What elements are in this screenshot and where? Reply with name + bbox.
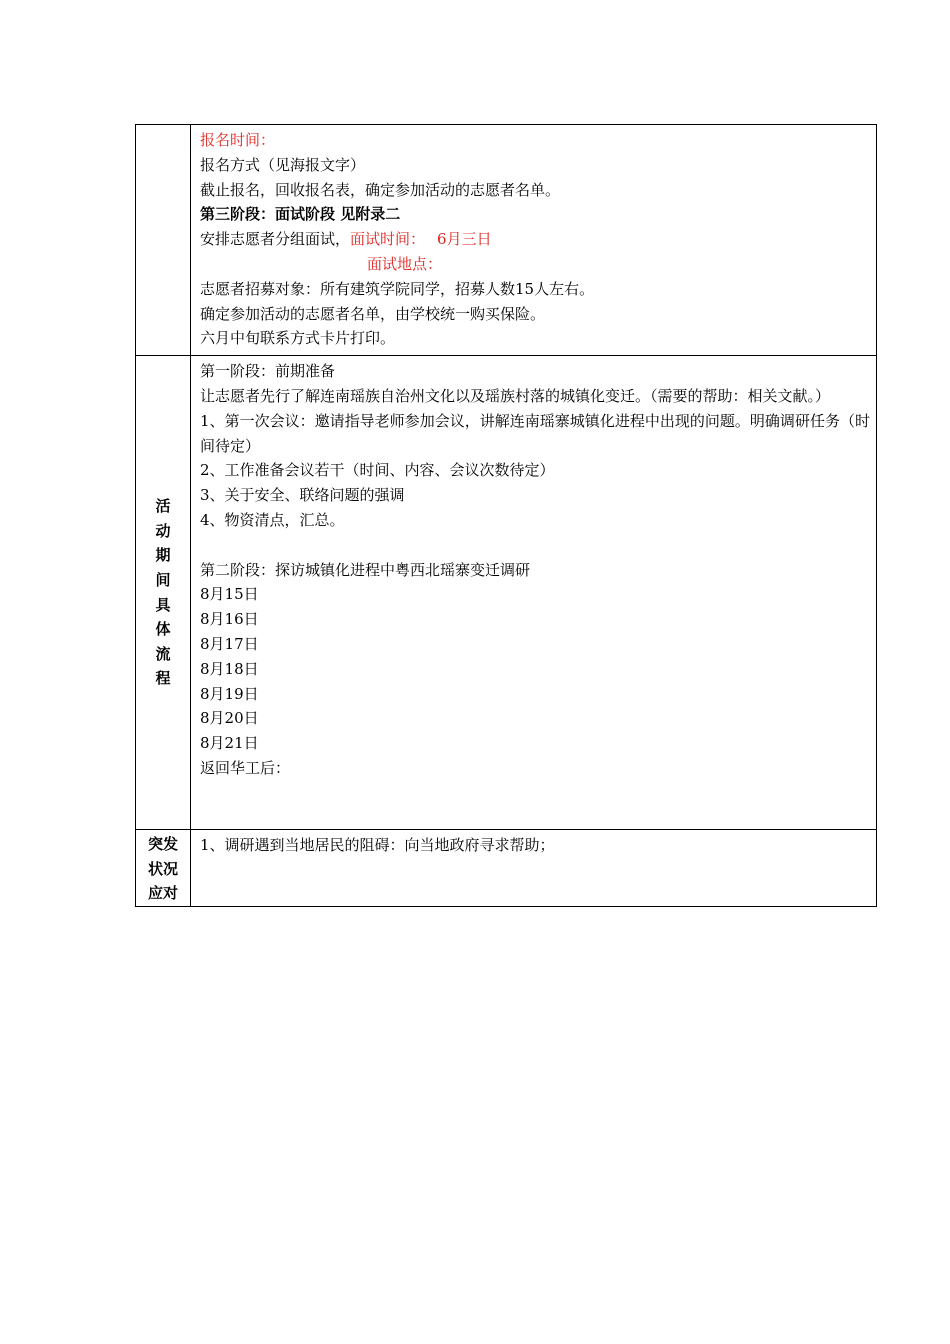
stage2-title: 第二阶段：探访城镇化进程中粤西北瑶寨变迁调研 <box>200 560 531 579</box>
return-note: 返回华工后： <box>200 758 291 777</box>
stage3-title: 第三阶段：面试阶段 见附录二 <box>200 205 401 224</box>
card-print-note: 六月中旬联系方式卡片打印。 <box>200 329 396 348</box>
interview-place-label: 面试地点： <box>367 254 443 273</box>
interview-line <box>200 227 870 252</box>
stage1-item-4: 4、物资清点，汇总。 <box>200 510 345 529</box>
registration-content <box>191 125 877 356</box>
emergency-item-1: 1、调研遇到当地居民的阻碍：向当地政府寻求帮助； <box>200 836 555 855</box>
date-item: 8月21日 <box>200 734 259 753</box>
stage1-item-2: 2、工作准备会议若干（时间、内容、会议次数待定） <box>200 461 555 480</box>
table-row-emergency <box>136 830 877 907</box>
spacer-line <box>200 533 870 558</box>
date-item: 8月16日 <box>200 610 259 629</box>
interview-time-label: 面试时间： <box>350 230 426 249</box>
row-label-process <box>136 356 191 830</box>
row-label-emergency <box>136 830 191 907</box>
stage1-title: 第一阶段：前期准备 <box>200 362 336 381</box>
signup-deadline: 截止报名，回收报名表，确定参加活动的志愿者名单。 <box>200 180 561 199</box>
emergency-label-text: 突发状况应对 <box>147 835 178 903</box>
date-item: 8月15日 <box>200 585 259 604</box>
date-item: 8月17日 <box>200 634 259 653</box>
plan-table <box>135 124 877 907</box>
recruit-target: 志愿者招募对象：所有建筑学院同学，招募人数15人左右。 <box>200 279 595 298</box>
signup-time-label: 报名时间： <box>200 131 276 149</box>
date-item: 8月19日 <box>200 684 259 703</box>
signup-method: 报名方式（见海报文字） <box>200 155 366 174</box>
date-item: 8月18日 <box>200 659 259 678</box>
table-row-process <box>136 356 877 830</box>
process-label-text: 活动期间具体流程 <box>155 497 171 688</box>
insurance-note: 确定参加活动的志愿者名单，由学校统一购买保险。 <box>200 304 546 323</box>
emergency-content <box>191 830 877 907</box>
stage1-intro: 让志愿者先行了解连南瑶族自治州文化以及瑶族村落的城镇化变迁。（需要的帮助：相关文献。） <box>200 386 831 405</box>
interview-arrange: 安排志愿者分组面试， <box>200 230 351 249</box>
interview-time-value: 6月三日 <box>437 230 492 249</box>
stage1-item-1: 1、第一次会议：邀请指导老师参加会议，讲解连南瑶寨城镇化进程中出现的问题。明确调研任务（时间待定） <box>200 411 870 455</box>
row-label-empty <box>136 125 191 356</box>
date-item: 8月20日 <box>200 709 259 728</box>
stage1-item-3: 3、关于安全、联络问题的强调 <box>200 486 405 505</box>
table-row-registration <box>136 125 877 356</box>
process-content <box>191 356 877 830</box>
